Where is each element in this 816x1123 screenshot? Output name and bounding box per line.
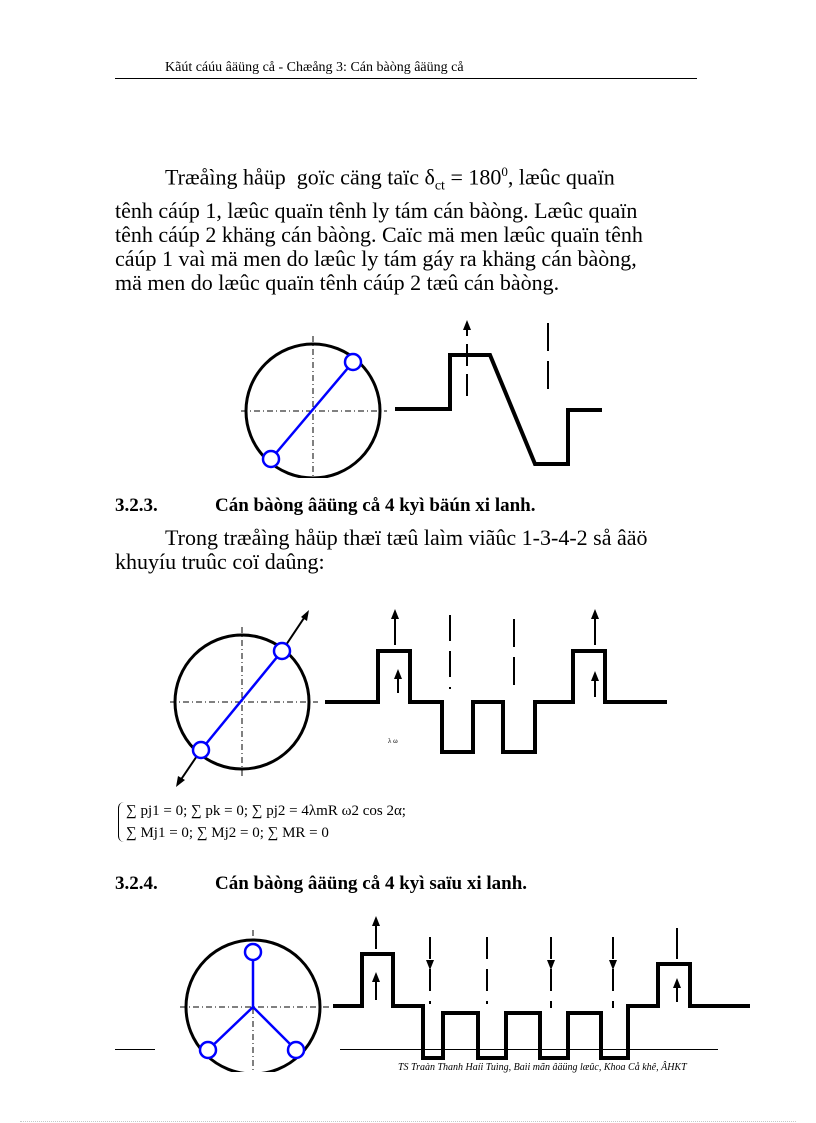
arrowhead-bottom <box>176 776 185 787</box>
crankpin-bottom <box>193 742 209 758</box>
crankpin-top <box>274 643 290 659</box>
footer-rule-right <box>340 1049 718 1050</box>
section-3-2-4-heading <box>115 873 527 895</box>
arrowhead-4b <box>591 671 599 681</box>
figure-crank-180 <box>235 318 615 478</box>
equation-1: ∑ pj1 = 0; ∑ pk = 0; ∑ pj2 = 4λmR ω2 cos 2α; <box>126 803 406 819</box>
arrowhead-1b <box>394 669 402 679</box>
paragraph-2-line-1 <box>115 526 718 550</box>
footer-rule-left <box>115 1049 155 1050</box>
paragraph-1-line-4: cáúp 1 vaì mä men do læûc ly tám gáy ra khäng cán bàòng, <box>115 245 637 271</box>
figure-2-small-label: λ ω <box>388 737 398 745</box>
figure-crank-4cyl <box>170 605 670 790</box>
section-number: 3.2.3. <box>115 495 158 516</box>
paragraph-2-line-2: khuyíu truûc coï daûng: <box>115 549 325 574</box>
equation-block <box>118 800 406 844</box>
crankpin-right <box>288 1042 304 1058</box>
arrowhead-6b <box>673 978 681 988</box>
page-bottom-dotted-line <box>20 1121 796 1122</box>
equation-2: ∑ Mj1 = 0; ∑ Mj2 = 0; ∑ MR = 0 <box>126 825 329 841</box>
crankpin-top <box>345 354 361 370</box>
paragraph-1-line-2: tênh cáúp 1, læûc quaïn tênh ly tám cán bàòng. Læûc quaïn <box>115 197 638 223</box>
section-number: 3.2.4. <box>115 873 158 894</box>
page-footer: TS Traàn Thanh Haíi Tuìng, Baìi mãn âäüng læûc, Khoa Cå khê, ÂHKT <box>398 1062 687 1073</box>
crankpin-top <box>245 944 261 960</box>
arrowhead-1 <box>372 916 380 926</box>
paragraph-1-line-3: tênh cáúp 2 khäng cán bàòng. Caïc mä men læûc quaïn tênh <box>115 221 643 247</box>
crankpin-bottom <box>263 451 279 467</box>
page-header: Kãút cáúu âäüng cå - Chæång 3: Cán bàòng âäüng cå <box>165 60 464 75</box>
arrowhead-5 <box>609 960 617 970</box>
arrowhead-4 <box>591 609 599 619</box>
crankpin-left <box>200 1042 216 1058</box>
crank-arm-left <box>208 1007 253 1050</box>
force-profile <box>395 355 602 464</box>
arrowhead-1b <box>372 972 380 982</box>
paragraph-1 <box>115 160 718 295</box>
section-title: Cán bàòng âäüng cå 4 kyì saïu xi lanh. <box>215 873 528 894</box>
force-profile <box>325 651 667 752</box>
section-3-2-3-heading <box>115 495 535 517</box>
arrowhead-1 <box>391 609 399 619</box>
paragraph-1-line-5: mä men do læûc quaïn tênh cáúp 2 tæû cán bàòng. <box>115 269 560 295</box>
figure-crank-6cyl <box>180 912 750 1072</box>
header-rule <box>115 78 697 79</box>
paragraph-1-line-1: Træåìng håüp goïc cäng taïc $\delta_{ct} = 180^0$, læûc quaïn <box>165 164 615 194</box>
section-title: Cán bàòng âäüng cå 4 kyì bäún xi lanh. <box>215 495 536 516</box>
force-profile <box>333 954 750 1058</box>
paragraph-2-line-1-text: Trong træåìng håüp thæï tæû laìm viãûc 1-3-4-2 så âäö <box>165 525 648 550</box>
arrowhead-4 <box>547 960 555 970</box>
equation-brace <box>118 802 125 842</box>
arrowhead-2 <box>426 960 434 970</box>
paragraph-2 <box>115 526 718 574</box>
arrowhead-up <box>463 320 471 330</box>
